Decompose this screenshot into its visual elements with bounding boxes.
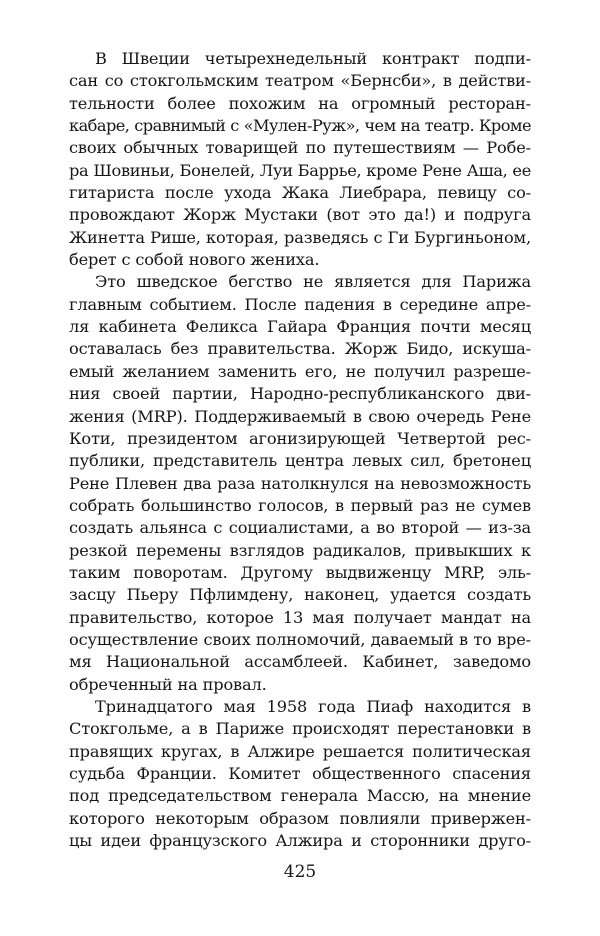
text-line: таким поворотам. Другому выдвиженцу MRP, эль-: [69, 562, 531, 582]
text-line: публики, представитель центра левых сил, бретонец: [69, 451, 531, 471]
text-line: которого некоторым образом повлияли привержен-: [69, 808, 531, 828]
text-line: собрать большинство голосов, в первый раз не сумев: [69, 495, 531, 515]
text-line: цы идеи французского Алжира и сторонники друго-: [69, 831, 531, 851]
text-line: Стокгольме, а в Париже происходят перестановки в: [69, 719, 531, 739]
text-line: гитариста после ухода Жака Лиебрара, певицу со-: [69, 183, 531, 203]
text-line: Коти, президентом агонизирующей Четвертой рес-: [69, 428, 531, 448]
text-line: обреченный на провал.: [69, 674, 267, 694]
text-line: Жинетта Рише, которая, разведясь с Ги Бургиньоном,: [69, 227, 531, 247]
text-line: осуществление своих полномочий, даваемый в то вре-: [69, 629, 531, 649]
text-line: судьба Франции. Комитет общественного спасения: [69, 764, 531, 783]
text-line: своих обычных товарищей по путешествиям — Робе-: [69, 138, 531, 158]
text-line: правящих кругах, в Алжире решается политическая: [69, 741, 531, 761]
text-line: создать альянса с социалистами, а во второй — из-за: [69, 518, 531, 538]
text-line: оставалась без правительства. Жорж Бидо, искуша-: [69, 339, 531, 359]
text-line: кабаре, сравнимый с «Мулен-Руж», чем на театр. Кроме: [69, 116, 531, 136]
text-line: сан со стокгольмским театром «Бернсби», в действи-: [69, 71, 531, 91]
text-line: засцу Пьеру Пфлимдену, наконец, удается создать: [69, 585, 531, 605]
text-line: Тринадцатого мая 1958 года Пиаф находится в: [95, 696, 531, 716]
text-line: ния своей партии, Народно-республиканского дви-: [69, 384, 531, 404]
body-text: [69, 48, 531, 852]
text-line: тельности более похожим на огромный ресторан-: [69, 93, 531, 113]
text-line: главным событием. После падения в середине апре-: [69, 294, 531, 314]
text-line: под председательством генерала Массю, на мнение: [69, 786, 531, 806]
text-line: ля кабинета Феликса Гайара Франция почти месяц: [69, 317, 531, 337]
text-line: резкой перемены взглядов радикалов, привыкших к: [69, 540, 531, 560]
text-line: правительство, которое 13 мая получает мандат на: [69, 607, 531, 627]
text-line: жения (MRP). Поддерживаемый в свою очередь Рене: [69, 406, 531, 426]
text-line: В Швеции четырехнедельный контракт подпи-: [95, 49, 531, 68]
text-line: Это шведское бегство не является для Парижа: [95, 272, 531, 292]
page-number: 425: [283, 862, 317, 882]
text-line: Рене Плевен два раза натолкнулся на невозможность: [69, 473, 531, 493]
text-line: мя Национальной ассамблеей. Кабинет, заведомо: [69, 652, 531, 672]
text-line: ра Шовиньи, Бонелей, Луи Баррье, кроме Рене Аша, ее: [69, 160, 531, 180]
text-line: емый желанием заменить его, не получил разреше-: [69, 361, 531, 381]
text-line: провождают Жорж Мустаки (вот это да!) и подруга: [69, 205, 531, 225]
text-line: берет с собой нового жениха.: [69, 250, 320, 270]
